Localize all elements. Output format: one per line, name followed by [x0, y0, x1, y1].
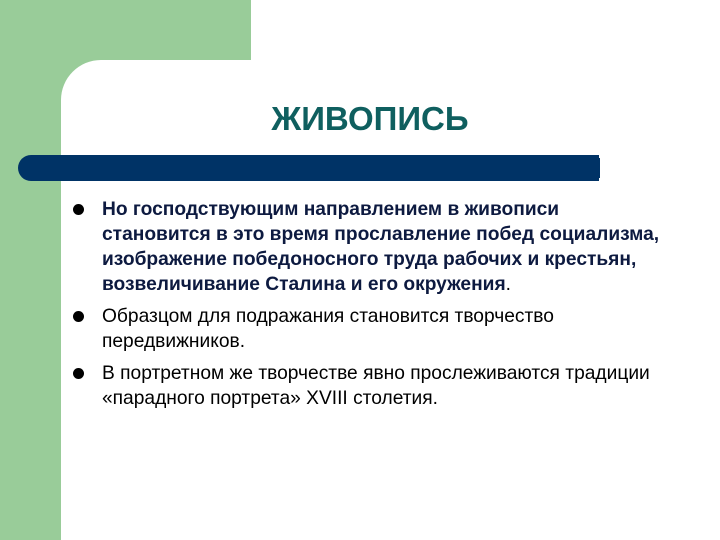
bullet-dot-icon — [73, 204, 84, 215]
bullet-text: Но господствующим направлением в живописи становится в это время прославление побед социализма, изображение победоносного труда рабочих и крестьян, возвеличивание Сталина и его окружения — [102, 199, 660, 295]
bullet-item — [66, 197, 666, 297]
bullet-item — [66, 304, 666, 354]
title-divider-bar — [18, 155, 599, 181]
bullet-text: Образцом для подражания становится творчество передвижников. — [102, 306, 554, 352]
bullet-text: В портретном же творчестве явно прослеживаются традиции «парадного портрета» XVIII столетия. — [102, 363, 650, 409]
bullet-dot-icon — [73, 368, 84, 379]
bullet-item — [66, 361, 666, 411]
slide-title: ЖИВОПИСЬ — [271, 100, 469, 137]
bullet-list — [66, 197, 666, 418]
bullet-dot-icon — [73, 311, 84, 322]
title-divider-tab — [596, 158, 600, 178]
bullet-period: . — [505, 274, 512, 295]
